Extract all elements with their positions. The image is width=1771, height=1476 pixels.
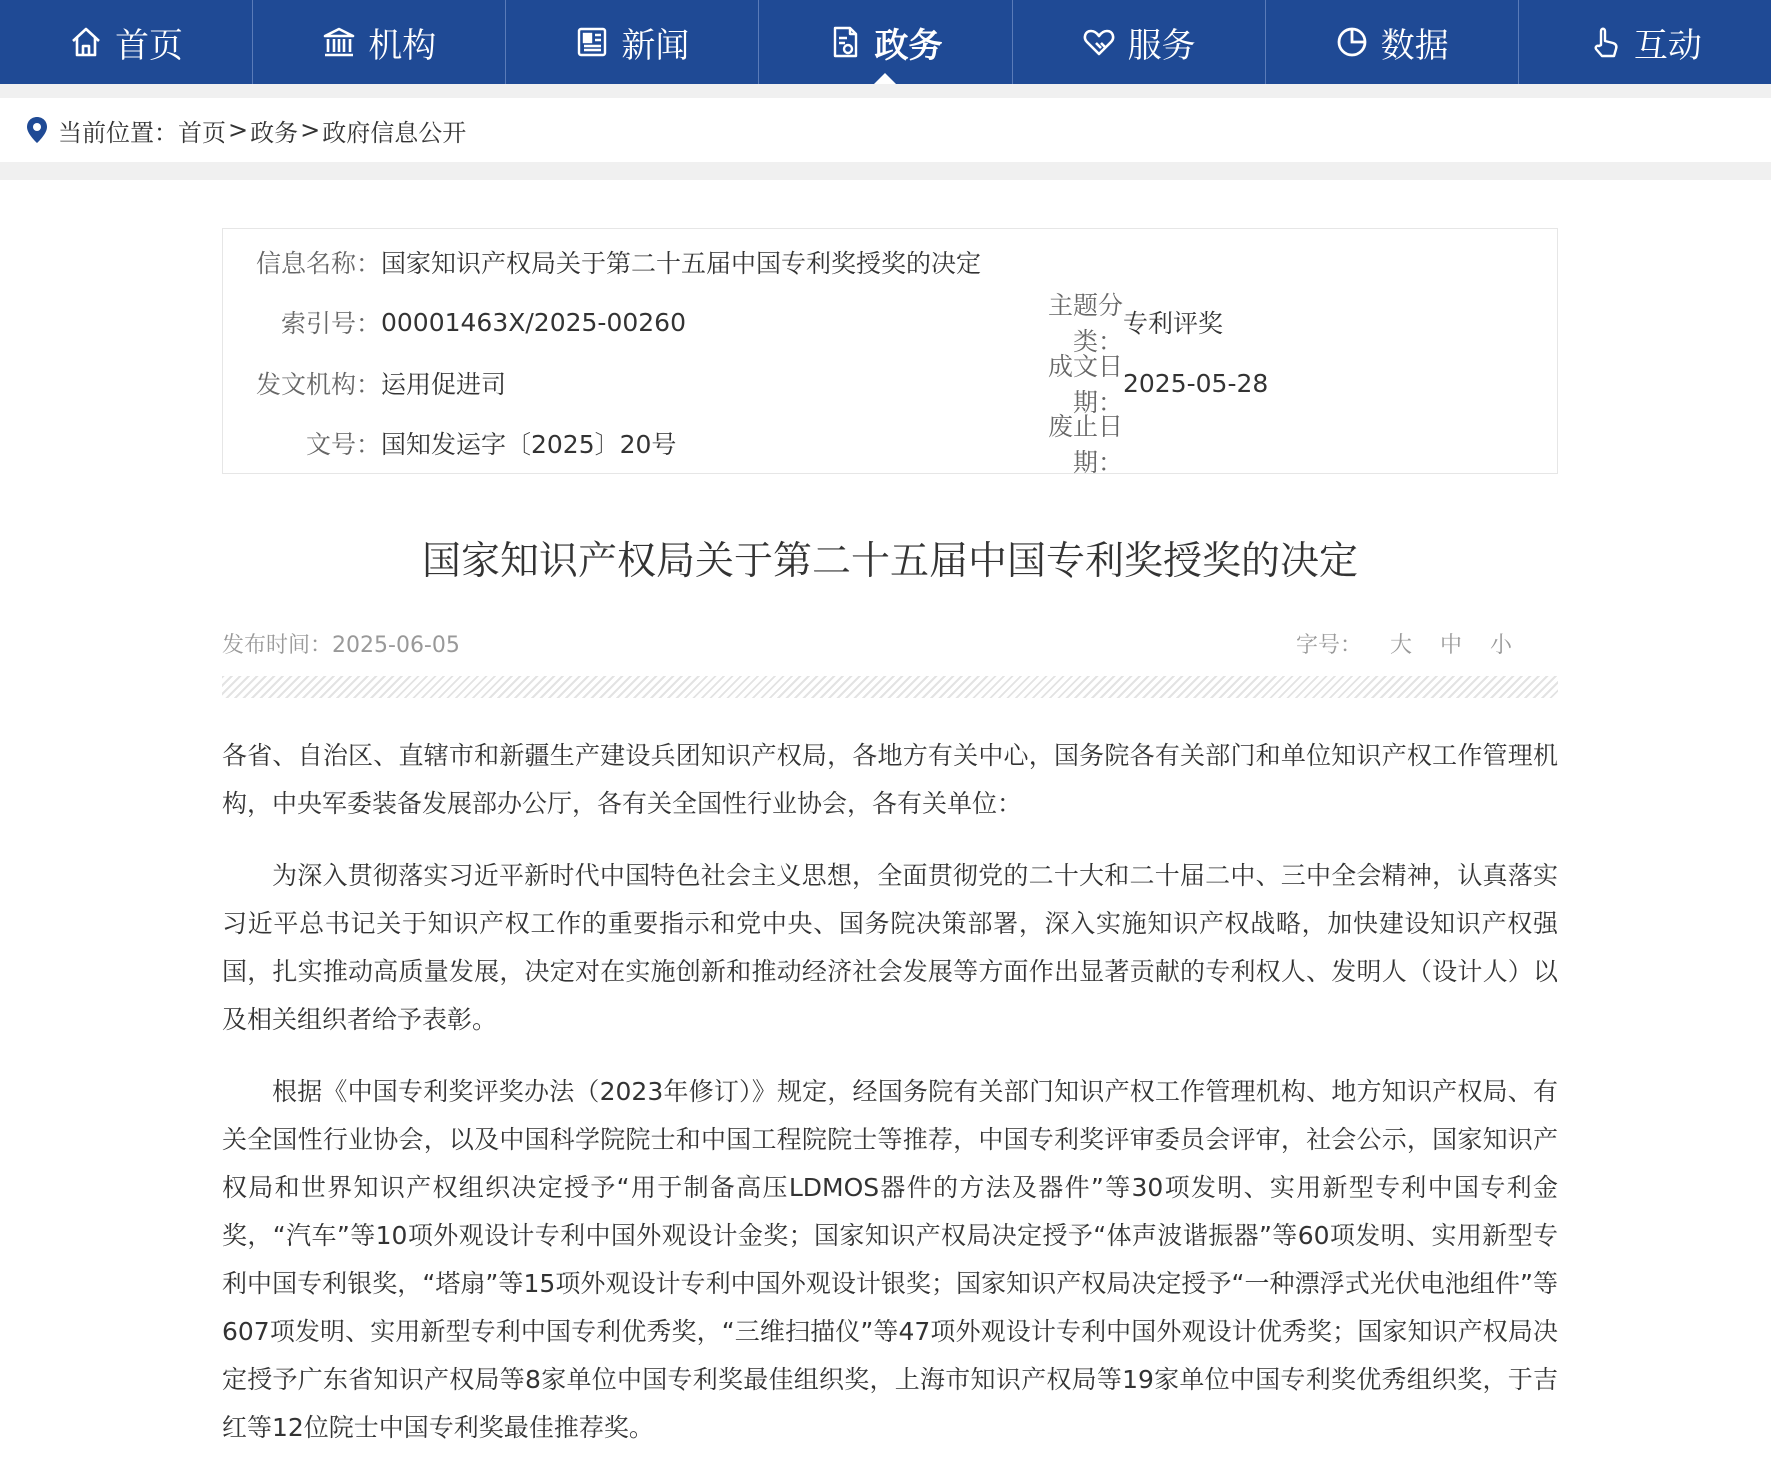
nav-item-service[interactable]	[1013, 0, 1266, 84]
info-org-label: 发文机构：	[255, 370, 381, 399]
breadcrumb-home-link[interactable]: 首页	[178, 118, 226, 147]
nav-item-interaction[interactable]	[1519, 0, 1771, 84]
info-row-docno	[223, 426, 676, 460]
service-heart-icon	[1082, 25, 1116, 59]
nav-item-news[interactable]	[506, 0, 759, 84]
info-index-value: 00001463X/2025-00260	[381, 307, 686, 337]
article-body	[222, 732, 1558, 1476]
article-paragraph: 各省、自治区、直辖市和新疆生产建设兵团知识产权局，各地方有关中心，国务院各有关部门和单位知识产权工作管理机构，中央军委装备发展部办公厅，各有关全国性行业协会，各有关单位：	[222, 741, 1558, 818]
publish-info	[222, 628, 460, 659]
info-org-value: 运用促进司	[381, 370, 507, 399]
breadcrumb-disclosure-link[interactable]: 政府信息公开	[322, 118, 467, 147]
font-size-medium-button[interactable]: 中	[1440, 633, 1463, 658]
info-topic-label: 主题分类：	[1047, 291, 1123, 356]
pointer-hand-icon	[1588, 25, 1622, 59]
font-size-control	[1296, 628, 1540, 659]
pie-chart-icon	[1335, 25, 1369, 59]
nav-label: 服务	[1127, 25, 1196, 66]
article-paragraph: 根据《中国专利奖评奖办法（2023年修订）》规定，经国务院有关部门知识产权工作管理机构、地方知识产权局、有关全国性行业协会，以及中国科学院院士和中国工程院院士等推荐，中国专利奖评审委员会评审，社会公示，国家知识产权局和世界知识产权组织决定授予“用于制备高压LDMOS器件的方法及器件”等30项发明、实用新型专利中国专利金奖，“汽车”等10项外观设计专利中国外观设计金奖；国家知识产权局决定授予“体声波谐振器”等60项发明、实用新型专利中国专利银奖，“塔扇”等15项外观设计专利中国外观设计银奖；国家知识产权局决定授予“一种漂浮式光伏电池组件”等607项发明、实用新型专利中国专利优秀奖，“三维扫描仪”等47项外观设计专利中国外观设计优秀奖；国家知识产权局决定授予广东省知识产权局等8家单位中国专利奖最佳组织奖，上海市知识产权局等19家单位中国专利奖优秀组织奖，于吉红等12位院士中国专利奖最佳推荐奖。	[222, 1077, 1558, 1442]
info-row-expire	[1003, 412, 1123, 477]
nav-item-institution[interactable]	[253, 0, 506, 84]
breadcrumb-separator: >	[228, 116, 249, 144]
news-icon	[575, 25, 609, 59]
breadcrumb-separator: >	[300, 116, 321, 144]
info-index-label: 索引号：	[280, 309, 381, 338]
info-row-name	[223, 245, 981, 279]
nav-label: 政务	[874, 25, 943, 66]
nav-item-government-affairs[interactable]	[759, 0, 1012, 84]
article-paragraph: 为深入贯彻落实习近平新时代中国特色社会主义思想，全面贯彻党的二十大和二十届二中、三中全会精神，认真落实习近平总书记关于知识产权工作的重要指示和党中央、国务院决策部署，深入实施知识产权战略，加快建设知识产权强国，扎实推动高质量发展，决定对在实施创新和推动经济社会发展等方面作出显著贡献的专利权人、发明人（设计人）以及相关组织者给予表彰。	[222, 861, 1558, 1034]
main-nav	[0, 0, 1771, 84]
nav-label: 首页	[115, 25, 184, 66]
document-info-panel	[222, 228, 1558, 477]
nav-label: 数据	[1380, 25, 1449, 66]
font-size-large-button[interactable]: 大	[1390, 633, 1413, 658]
info-name-label: 信息名称：	[255, 249, 381, 278]
publish-label: 发布时间：	[222, 633, 333, 658]
info-docno-value: 国知发运字〔2025〕20号	[381, 430, 677, 459]
info-expire-label: 废止日期：	[1047, 412, 1123, 477]
info-row-date	[1003, 352, 1269, 417]
info-row-org	[223, 366, 506, 400]
info-topic-value: 专利评奖	[1123, 309, 1224, 338]
article-title: 国家知识产权局关于第二十五届中国专利奖授奖的决定	[421, 539, 1358, 584]
breadcrumb	[0, 98, 1771, 162]
font-size-small-button[interactable]: 小	[1490, 633, 1513, 658]
nav-item-home[interactable]	[0, 0, 253, 84]
info-date-label: 成文日期：	[1047, 352, 1123, 417]
institution-icon	[322, 25, 356, 59]
nav-label: 互动	[1633, 25, 1702, 66]
info-row-topic	[1003, 291, 1224, 356]
breadcrumb-label: 当前位置：	[58, 118, 178, 147]
nav-label: 新闻	[621, 25, 690, 66]
info-date-value: 2025-05-28	[1123, 368, 1269, 398]
government-affairs-icon	[828, 25, 862, 59]
nav-label: 机构	[368, 25, 437, 66]
info-name-value: 国家知识产权局关于第二十五届中国专利奖授奖的决定	[381, 249, 982, 278]
home-icon	[69, 25, 103, 59]
location-pin-icon	[26, 116, 48, 144]
info-row-index	[223, 305, 686, 339]
title-divider	[222, 676, 1558, 698]
publish-date: 2025-06-05	[332, 633, 460, 658]
breadcrumb-bar	[0, 84, 1771, 180]
breadcrumb-affairs-link[interactable]: 政务	[250, 118, 299, 147]
font-size-label: 字号：	[1296, 633, 1363, 658]
info-docno-label: 文号：	[305, 430, 381, 459]
nav-item-data[interactable]	[1266, 0, 1519, 84]
